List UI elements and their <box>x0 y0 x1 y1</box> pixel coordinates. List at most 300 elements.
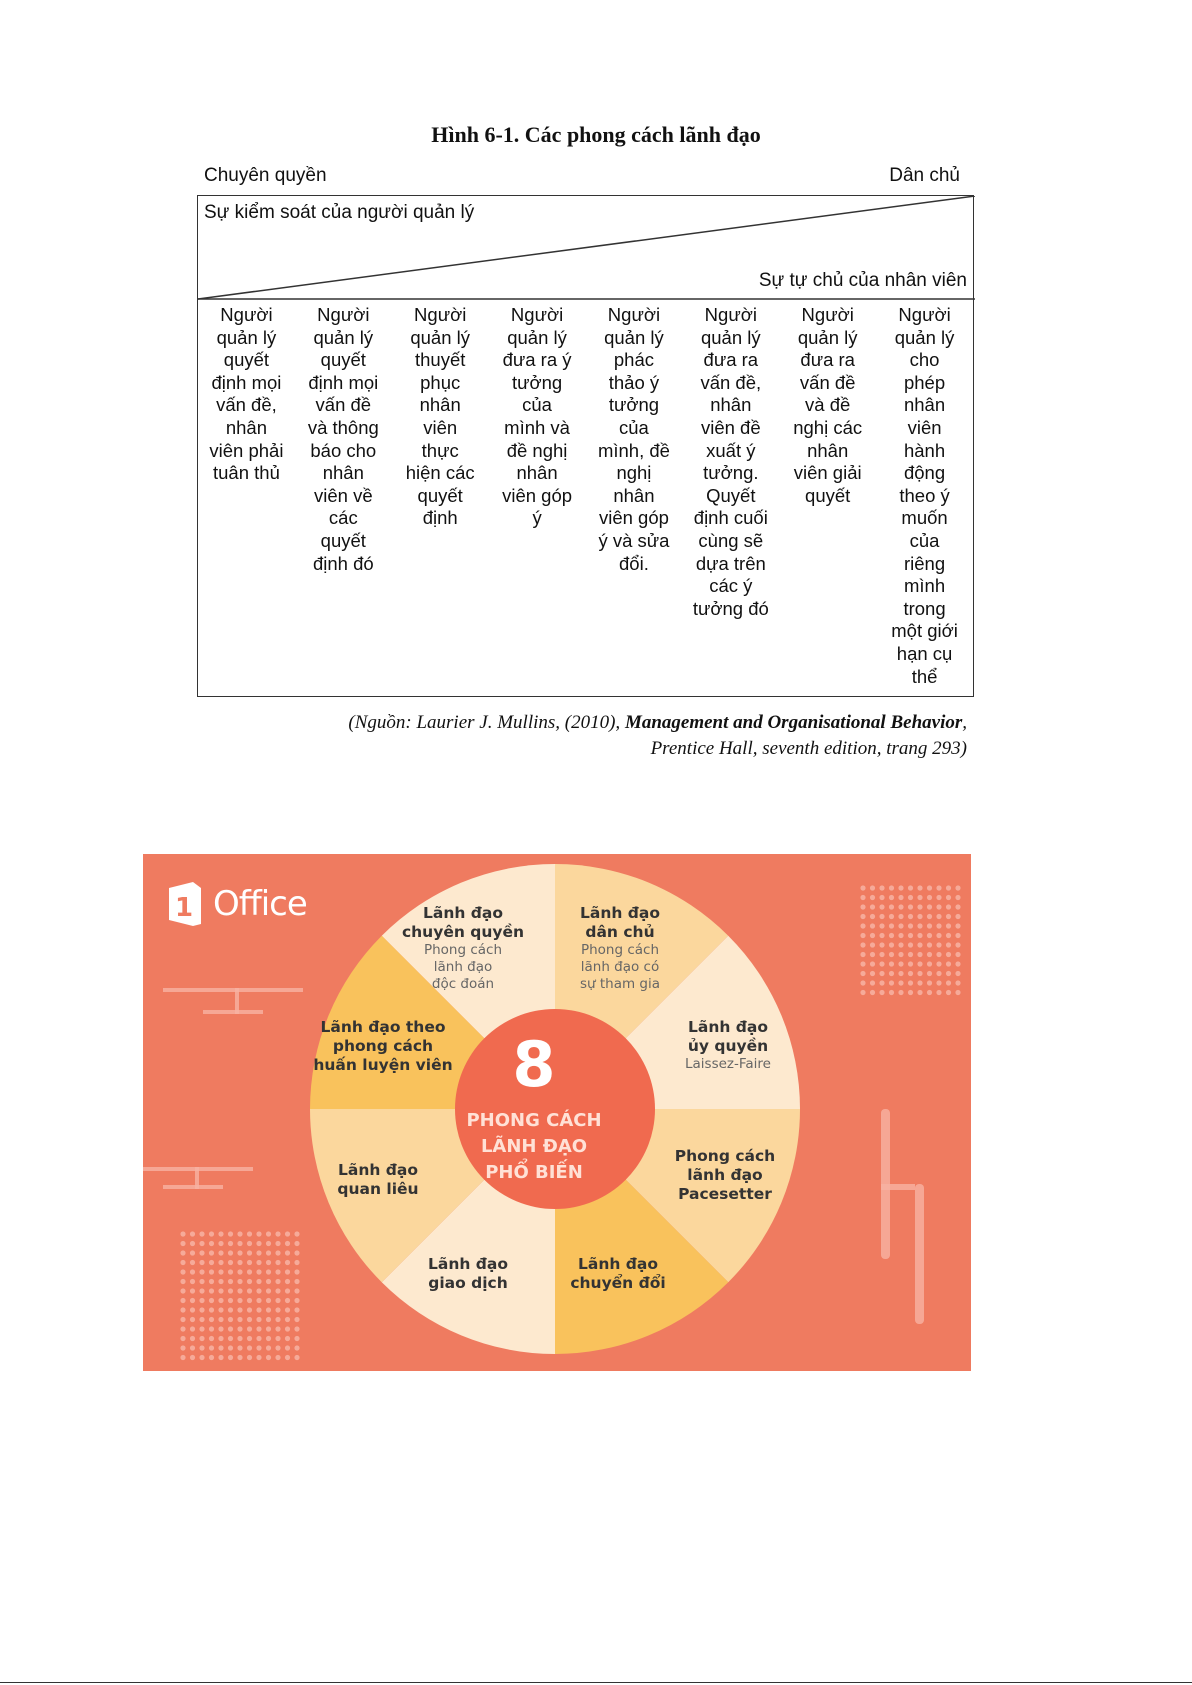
decor-dot <box>228 1355 233 1360</box>
decor-dot <box>228 1269 233 1274</box>
segment-democratic <box>555 904 685 993</box>
decor-dot <box>285 1355 290 1360</box>
decor-dot <box>917 885 922 890</box>
decor-dot <box>879 980 884 985</box>
decor-dot <box>180 1317 185 1322</box>
decor-dot <box>889 895 894 900</box>
decor-dot <box>180 1307 185 1312</box>
decor-dot <box>275 1231 280 1236</box>
decor-dot <box>266 1231 271 1236</box>
decor-dot <box>180 1269 185 1274</box>
decor-dot <box>180 1298 185 1303</box>
decor-dot <box>860 980 865 985</box>
decor-dot <box>285 1269 290 1274</box>
decor-dot <box>199 1250 204 1255</box>
decor-dot <box>275 1326 280 1331</box>
decor-dot <box>237 1307 242 1312</box>
decor-dot <box>228 1260 233 1265</box>
decor-dot <box>917 952 922 957</box>
decor-dot <box>180 1260 185 1265</box>
decor-dot <box>955 980 960 985</box>
decor-dot <box>275 1336 280 1341</box>
decor-dot <box>889 952 894 957</box>
style-column-4: Người quản lý đưa ra ý tưởng của mình và đề nghị nhân viên góp ý <box>502 304 573 529</box>
decor-dot <box>955 971 960 976</box>
decor-dot <box>275 1288 280 1293</box>
decor-dot <box>209 1279 214 1284</box>
decor-dot <box>256 1307 261 1312</box>
decor-dot <box>180 1241 185 1246</box>
decor-dot <box>917 904 922 909</box>
decor-dot <box>228 1279 233 1284</box>
decor-dot <box>218 1355 223 1360</box>
decor-dot <box>898 961 903 966</box>
decor-dot <box>190 1241 195 1246</box>
decor-dot <box>908 961 913 966</box>
decor-dot <box>898 952 903 957</box>
segment-transformational <box>558 1255 678 1293</box>
decor-dot <box>285 1345 290 1350</box>
decor-dot <box>209 1288 214 1293</box>
decor-dot <box>266 1326 271 1331</box>
figure-title: Hình 6-1. Các phong cách lãnh đạo <box>431 122 761 147</box>
decor-dot <box>946 980 951 985</box>
segment-title: Lãnh đạo theo phong cách huấn luyện viên <box>313 1018 453 1074</box>
decor-dot <box>927 885 932 890</box>
decor-dot <box>190 1288 195 1293</box>
decor-dot <box>285 1250 290 1255</box>
decor-dot <box>218 1345 223 1350</box>
decor-dot <box>275 1317 280 1322</box>
decor-dot <box>266 1288 271 1293</box>
decor-dot <box>917 990 922 995</box>
decor-dot <box>860 923 865 928</box>
decor-dot <box>209 1307 214 1312</box>
decor-dot <box>199 1307 204 1312</box>
decor-dot <box>955 933 960 938</box>
decor-dot <box>879 942 884 947</box>
decor-dot <box>199 1336 204 1341</box>
decor-dot <box>199 1345 204 1350</box>
decor-dot <box>917 933 922 938</box>
decor-dot <box>228 1241 233 1246</box>
decor-dot <box>860 885 865 890</box>
decor-dot <box>247 1269 252 1274</box>
decor-dot <box>247 1298 252 1303</box>
decor-dot <box>228 1345 233 1350</box>
office-logo <box>163 880 307 928</box>
decor-dot <box>946 990 951 995</box>
decor-dot <box>266 1355 271 1360</box>
decor-dot <box>936 923 941 928</box>
decor-dot <box>927 980 932 985</box>
decor-dot <box>898 971 903 976</box>
decor-dot <box>955 923 960 928</box>
decor-dot <box>917 895 922 900</box>
decor-dot <box>247 1279 252 1284</box>
segment-autocratic <box>398 904 528 993</box>
decor-dot <box>190 1260 195 1265</box>
decor-dot <box>218 1326 223 1331</box>
decor-dot <box>870 904 875 909</box>
decor-dot <box>275 1241 280 1246</box>
decor-dot <box>889 885 894 890</box>
decor-dot <box>889 904 894 909</box>
decor-dot <box>218 1279 223 1284</box>
decor-dot <box>879 952 884 957</box>
autocratic-label: Chuyên quyền <box>204 165 327 186</box>
decor-dot <box>237 1326 242 1331</box>
style-column-5: Người quản lý phác thảo ý tưởng của mình, đề nghị nhân viên góp ý và sửa đổi. <box>597 304 670 574</box>
decor-dot <box>936 895 941 900</box>
decor-dot <box>190 1326 195 1331</box>
decor-dot <box>218 1269 223 1274</box>
leadership-continuum-diagram <box>197 195 974 697</box>
decor-dot <box>870 971 875 976</box>
decor-dot <box>936 990 941 995</box>
decor-dot <box>898 885 903 890</box>
decor-dot <box>256 1279 261 1284</box>
decor-dot <box>199 1326 204 1331</box>
decor-dot <box>228 1326 233 1331</box>
decor-dot <box>266 1269 271 1274</box>
decor-dot <box>266 1241 271 1246</box>
decor-dot <box>180 1231 185 1236</box>
decor-dot <box>190 1269 195 1274</box>
decor-dot <box>285 1231 290 1236</box>
decor-dot <box>946 942 951 947</box>
decor-dot <box>218 1336 223 1341</box>
decor-dot <box>285 1326 290 1331</box>
decor-dot <box>275 1355 280 1360</box>
segment-title: Lãnh đạo chuyên quyền <box>401 904 525 941</box>
decor-dot <box>936 933 941 938</box>
decor-dot <box>860 952 865 957</box>
decor-dot <box>199 1298 204 1303</box>
decor-dot <box>946 971 951 976</box>
employee-autonomy-label: Sự tự chủ của nhân viên <box>758 270 967 291</box>
decor-dot <box>237 1355 242 1360</box>
segment-title: Lãnh đạo giao dịch <box>427 1255 508 1292</box>
decor-dot <box>898 980 903 985</box>
decor-dot <box>190 1345 195 1350</box>
decor-dot <box>889 914 894 919</box>
decor-dot <box>275 1279 280 1284</box>
decor-dot <box>256 1260 261 1265</box>
decor-dot <box>946 904 951 909</box>
decor-dot <box>199 1279 204 1284</box>
decor-dot <box>247 1260 252 1265</box>
decor-dot <box>180 1250 185 1255</box>
source-suffix: , <box>962 712 967 733</box>
decor-dot <box>256 1231 261 1236</box>
decor-dot <box>247 1317 252 1322</box>
segment-subtitle: Phong cách lãnh đạo có sự tham gia <box>579 942 661 992</box>
decor-dot <box>908 923 913 928</box>
decor-dot <box>927 990 932 995</box>
decor-dot <box>860 933 865 938</box>
decor-dot <box>936 885 941 890</box>
center-text: PHONG CÁCH LÃNH ĐẠO PHỔ BIẾN <box>466 1110 602 1183</box>
decor-dot <box>879 990 884 995</box>
decor-dot <box>266 1260 271 1265</box>
decor-dot <box>870 952 875 957</box>
segment-coaching <box>313 1018 453 1075</box>
decor-dot <box>879 933 884 938</box>
office-logo-text: Office <box>213 884 307 924</box>
decor-dot <box>898 942 903 947</box>
decor-dot <box>209 1241 214 1246</box>
segment-pacesetter <box>655 1147 795 1204</box>
decor-dot <box>294 1241 299 1246</box>
decor-dot <box>256 1288 261 1293</box>
decor-dot <box>199 1317 204 1322</box>
decor-dot <box>228 1336 233 1341</box>
decor-dot <box>955 895 960 900</box>
decor-dot <box>275 1298 280 1303</box>
decor-dot <box>294 1336 299 1341</box>
decor-dot <box>889 942 894 947</box>
decor-dot <box>927 933 932 938</box>
decor-dot <box>228 1298 233 1303</box>
decor-dot <box>237 1269 242 1274</box>
decor-dot <box>190 1231 195 1236</box>
decor-dot <box>870 923 875 928</box>
style-column-3: Người quản lý thuyết phục nhân viên thực hiện các quyết định <box>405 304 475 529</box>
decor-dot <box>247 1250 252 1255</box>
decor-dot <box>218 1288 223 1293</box>
decor-dot <box>879 923 884 928</box>
decor-dot <box>936 971 941 976</box>
decor-dot <box>256 1355 261 1360</box>
segment-subtitle: Laissez-Faire <box>685 1056 771 1072</box>
source-line-2: Prentice Hall, seventh edition, trang 293) <box>650 738 967 759</box>
decor-dot <box>860 971 865 976</box>
decor-dot <box>190 1307 195 1312</box>
decor-dot <box>256 1336 261 1341</box>
decor-dot <box>908 904 913 909</box>
decor-dot <box>180 1326 185 1331</box>
decor-dot <box>294 1260 299 1265</box>
decor-dot <box>294 1231 299 1236</box>
decor-dot <box>180 1355 185 1360</box>
decor-dot <box>228 1250 233 1255</box>
decor-dot <box>237 1317 242 1322</box>
decor-dot <box>908 952 913 957</box>
decor-dot <box>294 1250 299 1255</box>
decor-dot <box>209 1231 214 1236</box>
decor-dot <box>209 1298 214 1303</box>
decor-dot <box>237 1250 242 1255</box>
decor-dot <box>294 1345 299 1350</box>
decor-dot <box>180 1336 185 1341</box>
decor-dot <box>946 914 951 919</box>
decor-dot <box>879 885 884 890</box>
decor-dot <box>247 1241 252 1246</box>
decor-dot <box>879 895 884 900</box>
segment-title: Lãnh đạo ủy quyền <box>687 1018 769 1055</box>
decor-dot <box>209 1326 214 1331</box>
decor-dot <box>256 1269 261 1274</box>
decor-dot <box>860 895 865 900</box>
decor-dot <box>190 1279 195 1284</box>
decor-dot <box>266 1317 271 1322</box>
decor-dot <box>927 971 932 976</box>
decor-dot <box>266 1307 271 1312</box>
segment-title: Lãnh đạo chuyển đổi <box>570 1255 666 1292</box>
decor-dot <box>190 1317 195 1322</box>
decor-dot <box>256 1298 261 1303</box>
decor-dot <box>285 1317 290 1322</box>
decor-dot <box>927 914 932 919</box>
decor-dot <box>955 952 960 957</box>
decor-dot <box>247 1288 252 1293</box>
decor-dot <box>927 904 932 909</box>
segment-title: Lãnh đạo dân chủ <box>579 904 660 941</box>
decor-dot <box>294 1326 299 1331</box>
decor-dot <box>870 990 875 995</box>
decor-dot <box>218 1250 223 1255</box>
decor-dot <box>228 1317 233 1322</box>
segment-transactional <box>408 1255 528 1293</box>
decor-dot <box>237 1241 242 1246</box>
decor-dot <box>889 923 894 928</box>
style-column-8: Người quản lý cho phép nhân viên hành động theo ý muốn của riêng mình trong một giới hạn cụ thể <box>891 304 958 687</box>
style-column-1: Người quản lý quyết định mọi vấn đề, nhân viên phải tuân thủ <box>209 304 284 484</box>
decor-dot <box>256 1345 261 1350</box>
segment-title: Lãnh đạo quan liêu <box>337 1161 419 1198</box>
decor-dot <box>247 1345 252 1350</box>
decor-dot <box>199 1355 204 1360</box>
decor-dot <box>898 933 903 938</box>
decor-dot <box>917 923 922 928</box>
decor-dot <box>237 1336 242 1341</box>
decor-dot <box>228 1307 233 1312</box>
decor-dot <box>898 895 903 900</box>
decor-dot <box>285 1298 290 1303</box>
decor-dot <box>237 1288 242 1293</box>
decor-dot <box>209 1317 214 1322</box>
decor-dot <box>927 942 932 947</box>
decor-dot <box>898 923 903 928</box>
decor-dot <box>256 1250 261 1255</box>
style-column-7: Người quản lý đưa ra vấn đề và đề nghị các nhân viên giải quyết <box>793 304 863 506</box>
decor-dot <box>190 1298 195 1303</box>
decor-dot <box>285 1288 290 1293</box>
decor-dot <box>199 1260 204 1265</box>
decor-dot <box>870 933 875 938</box>
style-columns <box>198 304 973 688</box>
page-bottom-rule <box>0 1682 1192 1683</box>
decor-dot <box>275 1250 280 1255</box>
decor-dot <box>218 1260 223 1265</box>
decor-dot <box>936 980 941 985</box>
decor-dot <box>870 942 875 947</box>
decor-dot <box>256 1241 261 1246</box>
decor-dot <box>247 1355 252 1360</box>
decor-dot <box>860 942 865 947</box>
decor-dot <box>199 1241 204 1246</box>
decor-dot <box>936 914 941 919</box>
decor-dot <box>228 1231 233 1236</box>
decor-dot <box>889 971 894 976</box>
decor-dot <box>860 961 865 966</box>
decor-dot <box>209 1260 214 1265</box>
decor-dot <box>889 961 894 966</box>
decor-dot <box>247 1336 252 1341</box>
decor-dot <box>218 1231 223 1236</box>
decor-dot <box>860 990 865 995</box>
decor-dot <box>275 1269 280 1274</box>
manager-control-label: Sự kiểm soát của người quản lý <box>204 202 475 223</box>
decor-dot <box>228 1288 233 1293</box>
decor-dot <box>218 1317 223 1322</box>
decor-dot <box>209 1250 214 1255</box>
decor-dot <box>860 914 865 919</box>
decor-dot <box>870 895 875 900</box>
decor-dot <box>955 961 960 966</box>
decor-dot <box>294 1288 299 1293</box>
decor-dot <box>946 952 951 957</box>
decor-dot <box>889 990 894 995</box>
decor-dot <box>936 904 941 909</box>
decor-dot <box>285 1336 290 1341</box>
decor-dot <box>285 1279 290 1284</box>
decor-dot <box>209 1355 214 1360</box>
decor-dot <box>870 961 875 966</box>
decor-dot <box>936 952 941 957</box>
decor-dot <box>879 961 884 966</box>
decor-dot <box>927 895 932 900</box>
decor-dot <box>209 1345 214 1350</box>
decor-dot <box>870 914 875 919</box>
decor-dot <box>294 1279 299 1284</box>
decor-dot <box>917 961 922 966</box>
decor-dot <box>294 1307 299 1312</box>
decor-dot <box>946 885 951 890</box>
decor-dot <box>898 914 903 919</box>
decor-dot <box>955 914 960 919</box>
decor-dot <box>946 923 951 928</box>
decor-dot <box>218 1307 223 1312</box>
decor-dot <box>237 1279 242 1284</box>
decor-dot <box>190 1355 195 1360</box>
office-logo-icon <box>163 880 207 928</box>
decor-dot <box>237 1231 242 1236</box>
decor-dot <box>908 971 913 976</box>
decor-dot <box>266 1279 271 1284</box>
decor-dot <box>946 895 951 900</box>
decor-dot <box>247 1326 252 1331</box>
decor-dot <box>889 980 894 985</box>
leadership-styles-infographic <box>143 854 971 1371</box>
decor-dot <box>908 895 913 900</box>
decor-dot <box>917 914 922 919</box>
decor-dot <box>908 914 913 919</box>
decor-dot <box>237 1345 242 1350</box>
decor-dot <box>237 1260 242 1265</box>
segment-bureaucratic <box>318 1161 438 1199</box>
decor-dot <box>879 914 884 919</box>
decor-dot <box>266 1298 271 1303</box>
decor-dot <box>180 1345 185 1350</box>
decor-dot <box>285 1260 290 1265</box>
decor-dot <box>247 1307 252 1312</box>
decor-dot <box>936 961 941 966</box>
decor-dot <box>275 1307 280 1312</box>
segment-delegative <box>663 1018 793 1073</box>
decor-dot <box>256 1326 261 1331</box>
